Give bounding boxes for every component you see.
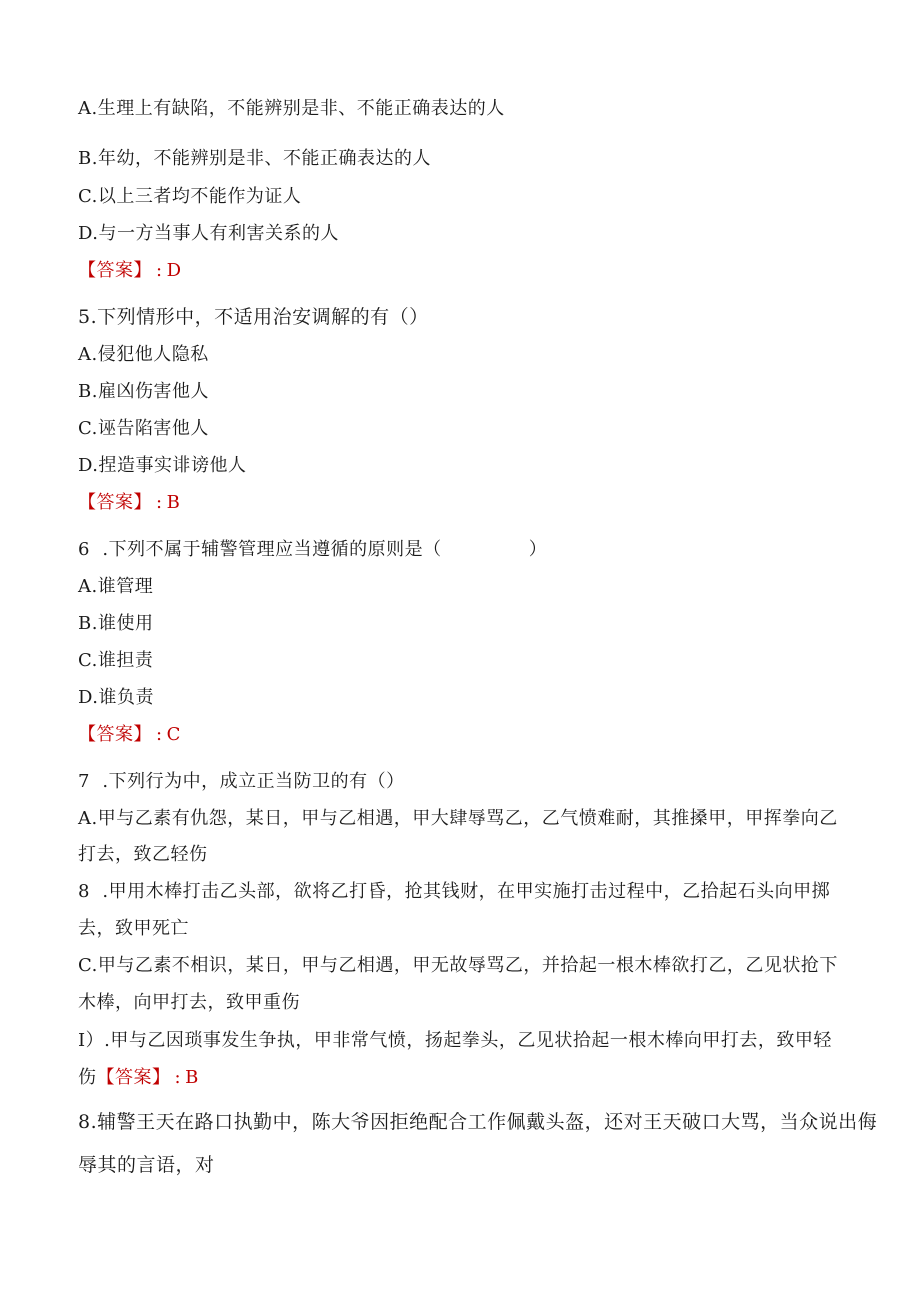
q6-option-b: B.谁使用 (78, 613, 154, 634)
answer-value: B (166, 492, 181, 513)
q6-option-c: C.谁担责 (78, 650, 154, 671)
q7-option-a-line2: 打去，致乙轻伤 (78, 844, 208, 865)
answer-label: 【答案】 (96, 1067, 171, 1088)
q7-option-a-line1: A.甲与乙素有仇怨，某日，甲与乙相遇，甲大肆辱骂乙，乙气愤难耐，其推搡甲，甲挥拳向乙 (78, 808, 838, 829)
answer-value: B (185, 1067, 199, 1088)
answer-value: D (166, 260, 182, 281)
q4-option-c: C.以上三者均不能作为证人 (78, 186, 302, 207)
answer-label: 【答案】 (78, 492, 152, 513)
q4-option-a: A.生理上有缺陷，不能辨别是非、不能正确表达的人 (78, 98, 505, 119)
q6-answer: 【答案】 : C (78, 724, 181, 745)
q7-option-b-line2: 去，致甲死亡 (78, 918, 189, 939)
q5-option-d: D.捏造事实诽谤他人 (78, 455, 247, 476)
q4-answer: 【答案】 : D (78, 260, 182, 281)
q5-option-b: B.雇凶伤害他人 (78, 381, 209, 402)
q6-option-d: D.谁负责 (78, 687, 155, 708)
answer-label: 【答案】 (78, 724, 152, 745)
q5-option-c: C.诬告陷害他人 (78, 418, 209, 439)
answer-label: 【答案】 (78, 260, 152, 281)
q7-option-d-line1: I）.甲与乙因琐事发生争执，甲非常气愤，扬起拳头，乙见状拾起一根木棒向甲打去，致甲轻 (78, 1030, 832, 1051)
q7-option-b-line1: 8 .甲用木棒打击乙头部，欲将乙打昏，抢其钱财，在甲实施打击过程中，乙拾起石头向甲掷 (78, 881, 831, 902)
q6-stem: 6 .下列不属于辅警管理应当遵循的原则是（ ） (78, 539, 548, 560)
q4-option-d: D.与一方当事人有利害关系的人 (78, 223, 340, 244)
q8-stem-line2: 辱其的言语，对 (78, 1154, 215, 1176)
q4-option-b: B.年幼，不能辨别是非、不能正确表达的人 (78, 148, 431, 169)
q7-option-d-tail: 伤 (78, 1067, 97, 1088)
q7-option-d-line2: 伤【答案】 : B (78, 1067, 199, 1088)
answer-value: C (166, 724, 181, 745)
q5-option-a: A.侵犯他人隐私 (78, 344, 209, 365)
q8-stem-line1: 8.辅警王天在路口执勤中，陈大爷因拒绝配合工作佩戴头盔，还对王天破口大骂，当众说出侮 (78, 1111, 878, 1133)
q7-option-c-line2: 木棒，向甲打去，致甲重伤 (78, 992, 300, 1013)
q6-option-a: A.谁管理 (78, 576, 154, 597)
q5-stem: 5.下列情形中，不适用治安调解的有（） (78, 306, 429, 328)
q7-stem: 7 .下列行为中，成立正当防卫的有（） (78, 771, 405, 792)
q5-answer: 【答案】 : B (78, 492, 181, 513)
q7-option-c-line1: C.甲与乙素不相识，某日，甲与乙相遇，甲无故辱骂乙，并拾起一根木棒欲打乙，乙见状抢下 (78, 955, 838, 976)
